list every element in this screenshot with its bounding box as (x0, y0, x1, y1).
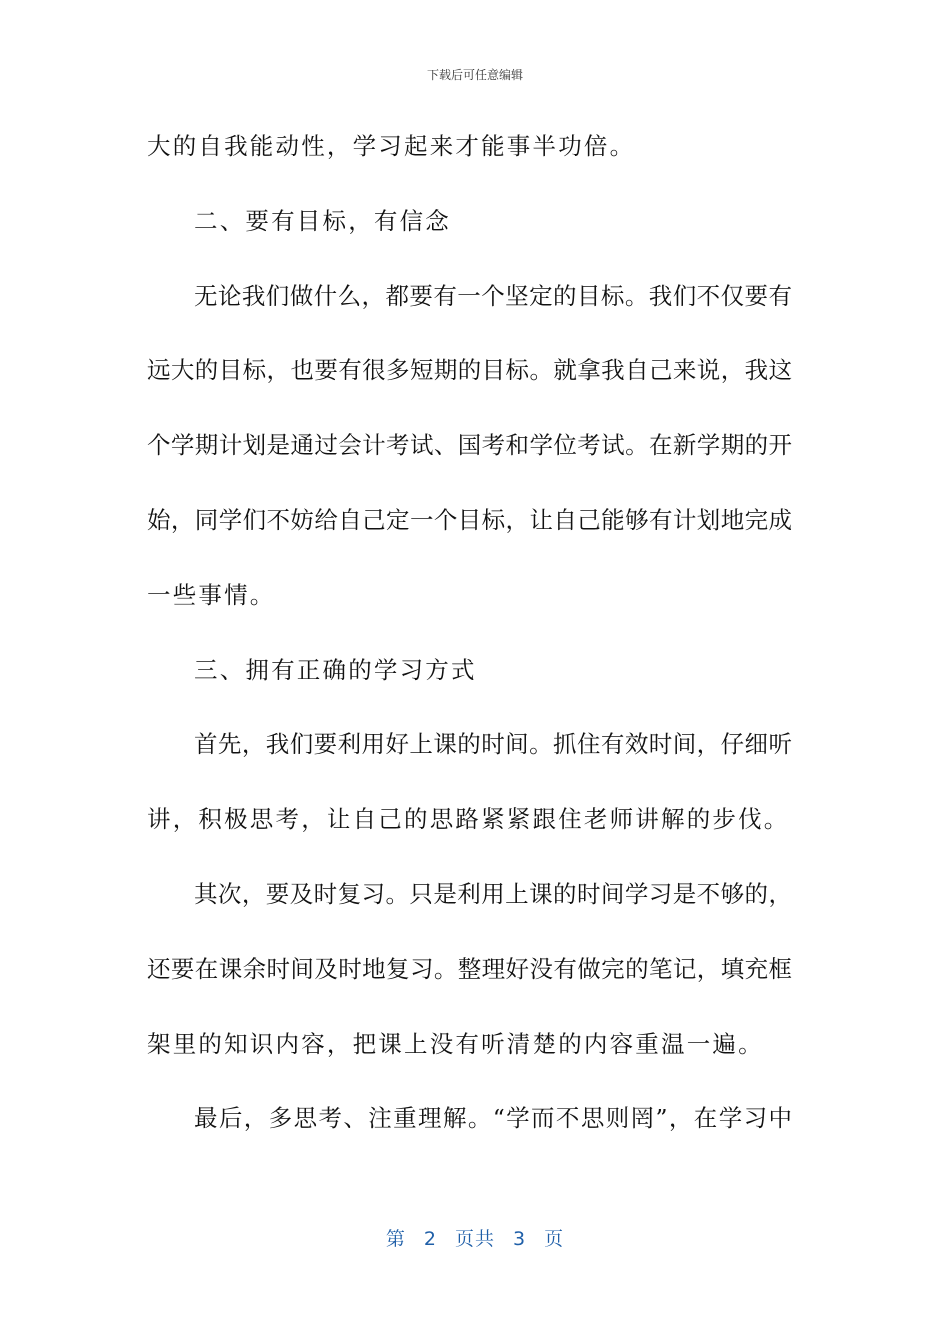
text-line: 首先，我们要利用好上课的时间。抓住有效时间，仔细听 (194, 730, 792, 759)
text-line: 大的自我能动性，学习起来才能事半功倍。 (147, 132, 636, 160)
header-note: 下载后可任意编辑 (426, 68, 523, 82)
footer-prefix: 第 (385, 1228, 406, 1250)
footer-middle: 页共 (454, 1228, 495, 1250)
text-line: 架里的知识内容，把课上没有听清楚的内容重温一遍。 (147, 1029, 764, 1058)
page-number-footer (0, 1224, 950, 1251)
footer-suffix: 页 (544, 1228, 565, 1250)
text-line: 远大的目标，也要有很多短期的目标。就拿我自己来说，我这 (147, 356, 792, 385)
text-line: 最后，多思考、注重理解。“学而不思则罔”，在学习中 (194, 1104, 792, 1133)
document-body (147, 128, 792, 1175)
text-line: 还要在课余时间及时地复习。整理好没有做完的笔记，填充框 (147, 954, 792, 983)
text-line: 讲，积极思考，让自己的思路紧紧跟住老师讲解的步伐。 (147, 805, 790, 834)
section-heading: 三、拥有正确的学习方式 (194, 655, 477, 684)
text-line: 无论我们做什么，都要有一个坚定的目标。我们不仅要有 (194, 281, 792, 310)
text-line: 其次，要及时复习。只是利用上课的时间学习是不够的， (194, 879, 792, 908)
text-line: 个学期计划是通过会计考试、国考和学位考试。在新学期的开 (147, 431, 792, 460)
total-pages-number: 3 (513, 1228, 527, 1250)
text-line: 一些事情。 (147, 580, 276, 609)
current-page-number: 2 (423, 1228, 437, 1250)
section-heading: 二、要有目标，有信念 (194, 206, 451, 235)
text-line: 始，同学们不妨给自己定一个目标，让自己能够有计划地完成 (147, 505, 792, 534)
